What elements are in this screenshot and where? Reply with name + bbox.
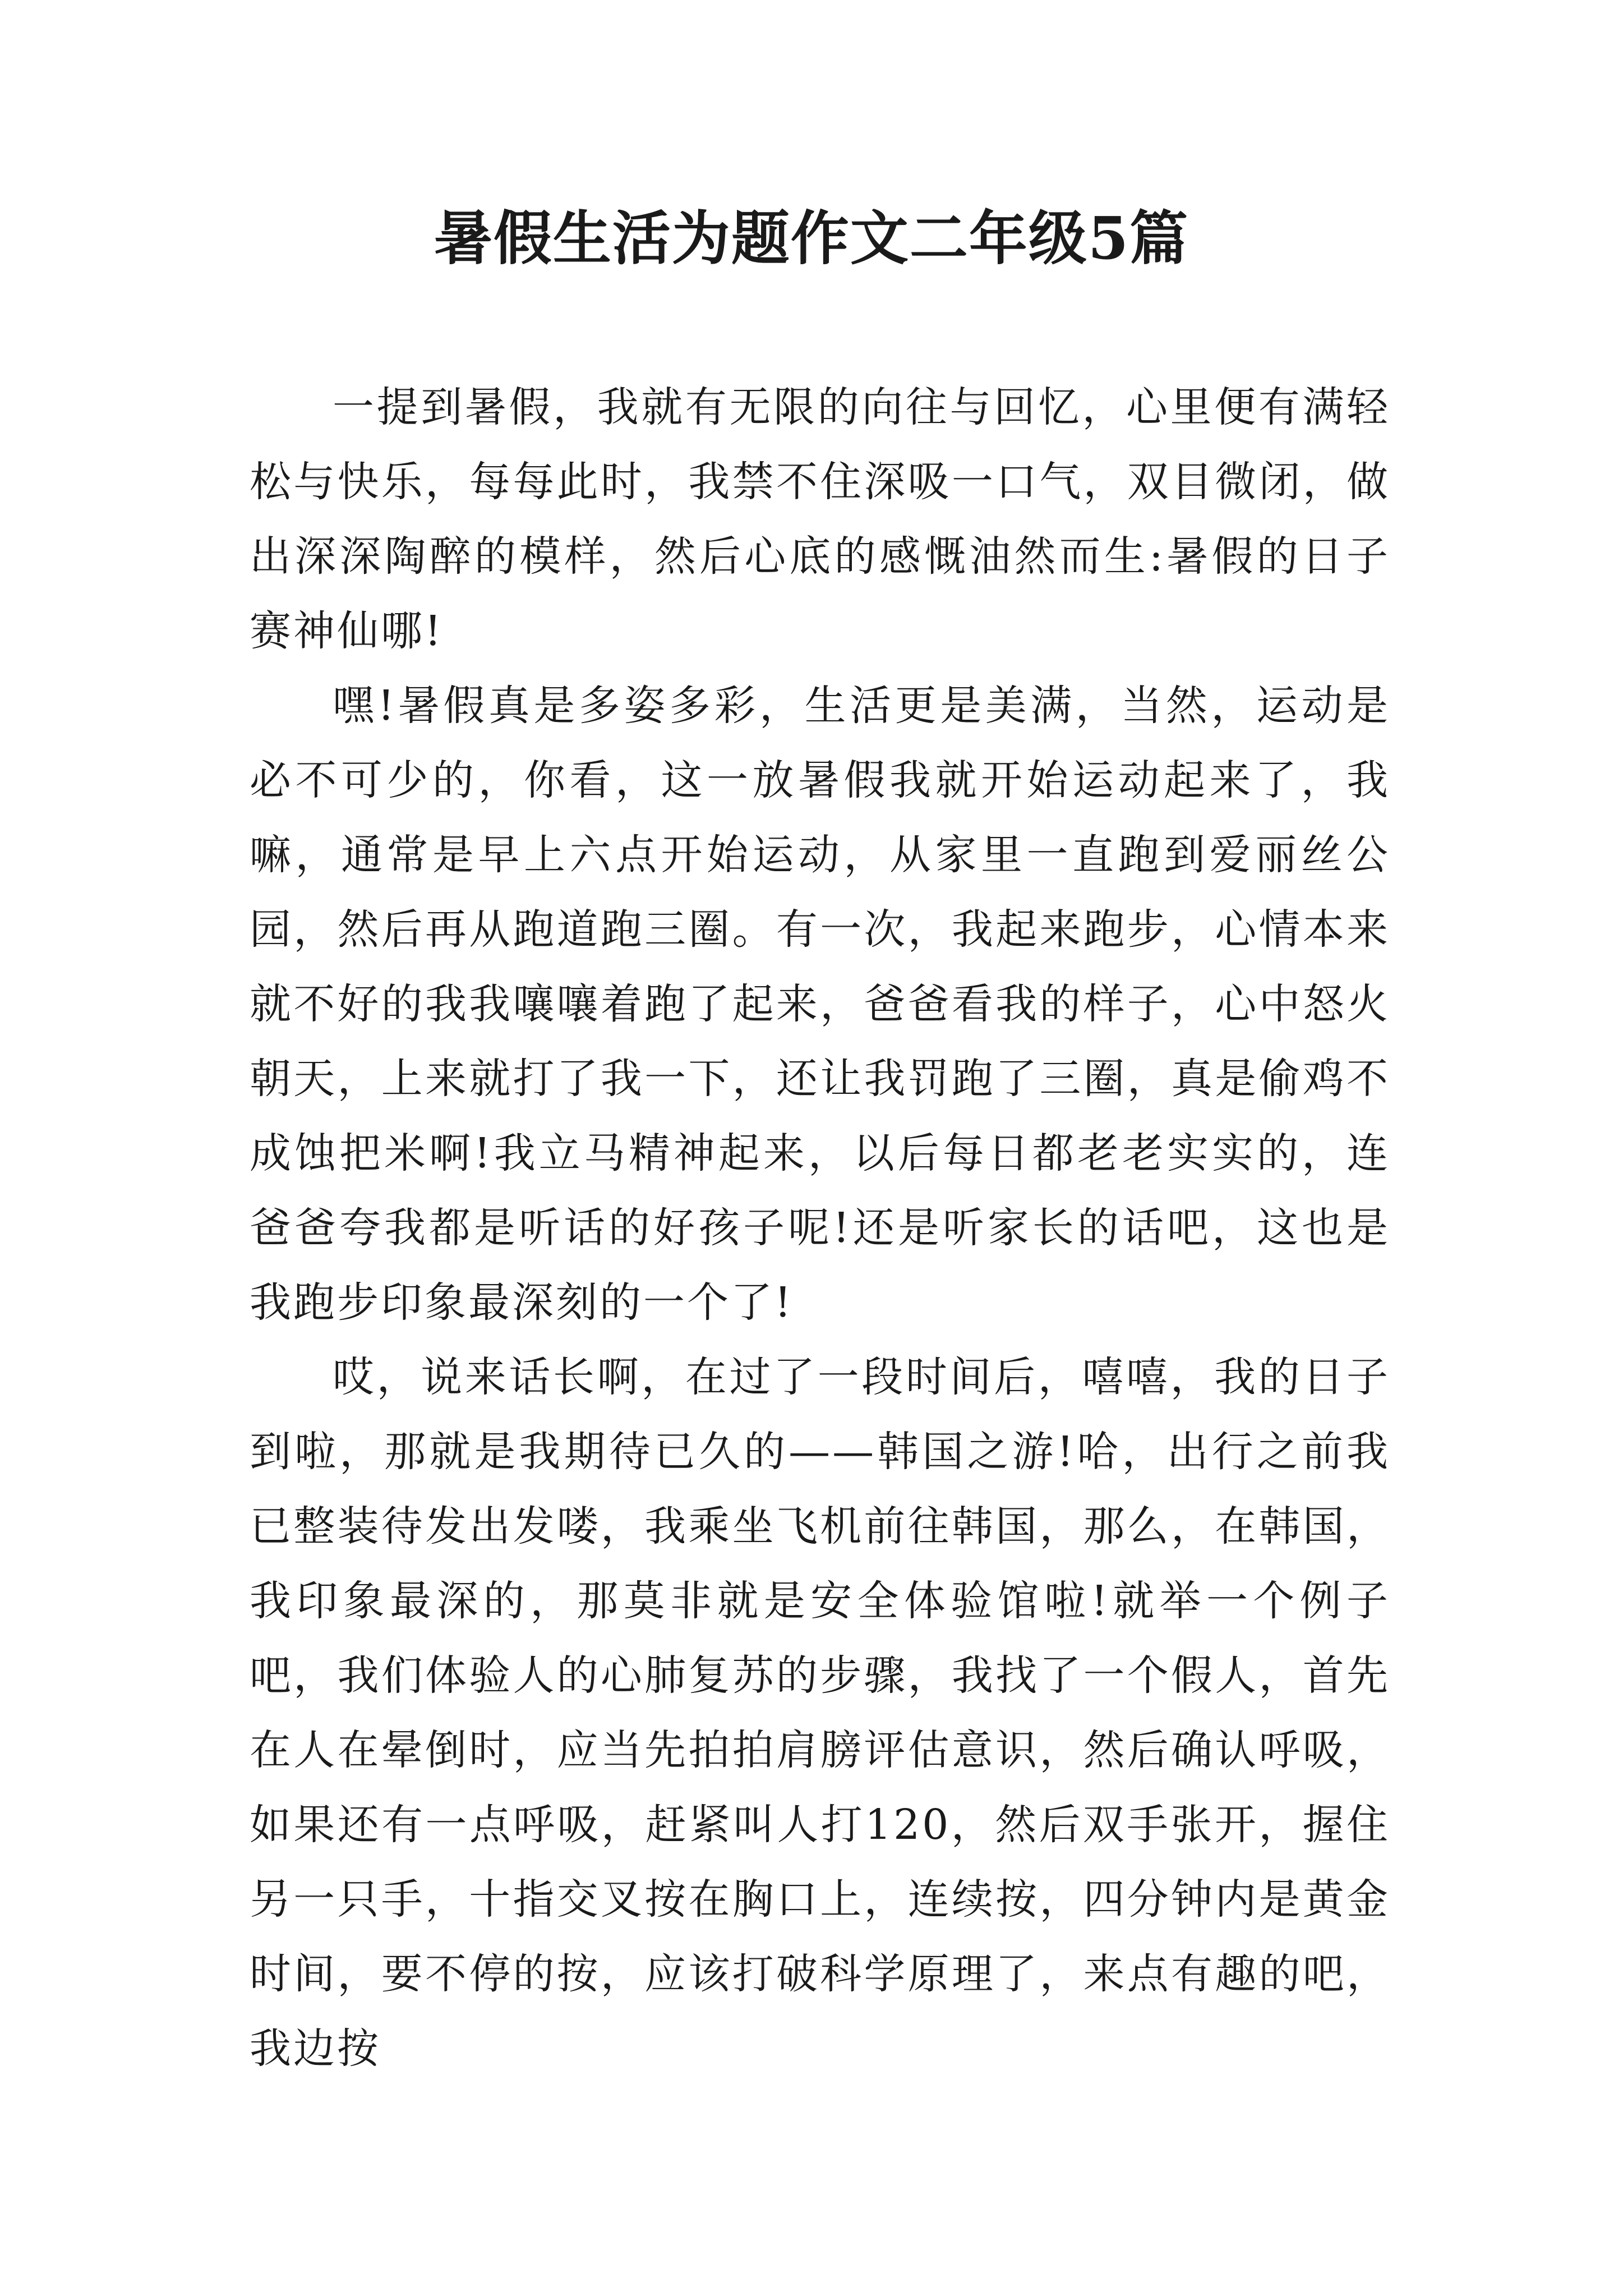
document-title: 暑假生活为题作文二年级5篇 xyxy=(434,204,1189,273)
paragraph: 一提到暑假，我就有无限的向往与回忆，心里便有满轻松与快乐，每每此时，我禁不住深吸一口气，双目微闭，做出深深陶醉的模样，然后心底的感慨油然而生:暑假的日子赛神仙哪! xyxy=(250,383,1390,655)
paragraph: 哎，说来话长啊，在过了一段时间后，嘻嘻，我的日子到啦，那就是我期待已久的——韩国之游!哈，出行之前我已整装待发出发喽，我乘坐飞机前往韩国，那么，在韩国，我印象最深的，那莫非就是安全体验馆啦!就举一个例子吧，我们体验人的心肺复苏的步骤，我找了一个假人，首先在人在晕倒时，应当先拍拍肩膀评估意识，然后确认呼吸，如果还有一点呼吸，赶紧叫人打120，然后双手张开，握住另一只手，十指交叉按在胸口上，连续按，四分钟内是黄金时间，要不停的按，应该打破科学原理了，来点有趣的吧，我边按 xyxy=(250,1353,1390,2073)
document-body xyxy=(250,370,1390,2086)
paragraph: 嘿!暑假真是多姿多彩，生活更是美满，当然，运动是必不可少的，你看，这一放暑假我就开始运动起来了，我嘛，通常是早上六点开始运动，从家里一直跑到爱丽丝公园，然后再从跑道跑三圈。有一次，我起来跑步，心情本来就不好的我我嚷嚷着跑了起来，爸爸看我的样子，心中怒火朝天，上来就打了我一下，还让我罚跑了三圈，真是偷鸡不成蚀把米啊!我立马精神起来，以后每日都老老实实的，连爸爸夸我都是听话的好孩子呢!还是听家长的话吧，这也是我跑步印象最深刻的一个了! xyxy=(250,682,1390,1327)
